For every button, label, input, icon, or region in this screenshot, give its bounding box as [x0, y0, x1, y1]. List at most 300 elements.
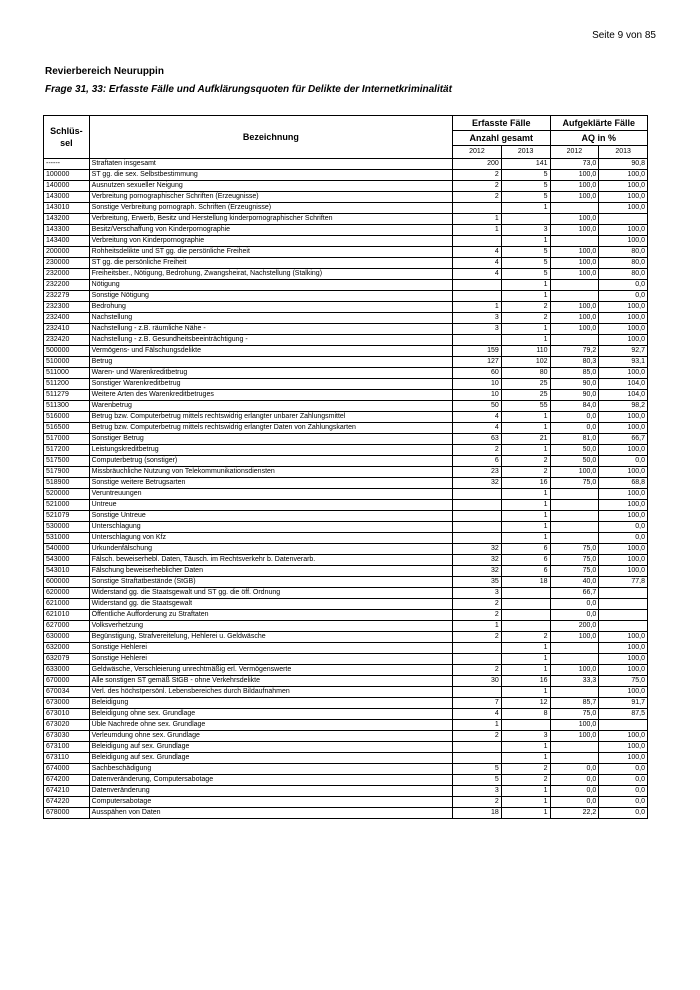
table-row	[44, 214, 648, 225]
cell-count-2012	[453, 280, 502, 291]
cell-count-2012	[453, 291, 502, 302]
cell-aq-2013: 100,0	[599, 236, 648, 247]
cell-aq-2012	[550, 511, 599, 522]
cell-bezeichnung: Sonstige Hehlerei	[89, 643, 452, 654]
cell-key: 140000	[44, 181, 90, 192]
table-row	[44, 181, 648, 192]
cell-bezeichnung: ST gg. die sex. Selbstbestimmung	[89, 170, 452, 181]
table-row	[44, 225, 648, 236]
cell-key: 674200	[44, 775, 90, 786]
table-row	[44, 654, 648, 665]
table-row	[44, 500, 648, 511]
table-row	[44, 599, 648, 610]
cell-aq-2013: 100,0	[599, 467, 648, 478]
cell-count-2013: 110	[501, 346, 550, 357]
cell-aq-2013: 80,0	[599, 247, 648, 258]
cell-count-2013: 2	[501, 456, 550, 467]
table-row	[44, 709, 648, 720]
table-row	[44, 797, 648, 808]
cell-count-2012: 200	[453, 159, 502, 170]
cell-bezeichnung: Computerbetrug (sonstiger)	[89, 456, 452, 467]
header-year-2013-count: 2013	[501, 146, 550, 159]
cell-aq-2013: 100,0	[599, 170, 648, 181]
cell-count-2012: 4	[453, 709, 502, 720]
cell-count-2013	[501, 588, 550, 599]
table-row	[44, 698, 648, 709]
cell-key: 521000	[44, 500, 90, 511]
cell-count-2013: 5	[501, 247, 550, 258]
cell-count-2013: 16	[501, 478, 550, 489]
cell-aq-2012	[550, 654, 599, 665]
cell-bezeichnung: Betrug bzw. Computerbetrug mittels rechtswidrig erlangter Daten von Zahlungskarten	[89, 423, 452, 434]
cell-aq-2013: 100,0	[599, 500, 648, 511]
cell-aq-2012: 100,0	[550, 731, 599, 742]
cell-count-2013: 3	[501, 731, 550, 742]
cell-count-2012: 35	[453, 577, 502, 588]
table-row	[44, 720, 648, 731]
cell-count-2013: 1	[501, 412, 550, 423]
cell-key: 620000	[44, 588, 90, 599]
cell-bezeichnung: Verl. des höchstpersönl. Lebensbereiches durch Bildaufnahmen	[89, 687, 452, 698]
cell-key: 232420	[44, 335, 90, 346]
table-row	[44, 643, 648, 654]
header-year-2012-count: 2012	[453, 146, 502, 159]
cell-bezeichnung: Fälschung beweiserheblicher Daten	[89, 566, 452, 577]
cell-aq-2012: 90,0	[550, 390, 599, 401]
cell-aq-2012: 84,0	[550, 401, 599, 412]
cell-key: 143000	[44, 192, 90, 203]
cell-aq-2012: 100,0	[550, 313, 599, 324]
cell-count-2013: 6	[501, 566, 550, 577]
cell-aq-2013: 0,0	[599, 280, 648, 291]
cell-aq-2012: 0,0	[550, 599, 599, 610]
cell-aq-2012	[550, 335, 599, 346]
cell-aq-2012: 100,0	[550, 192, 599, 203]
cell-key: 678000	[44, 808, 90, 819]
cell-count-2012: 5	[453, 775, 502, 786]
cell-aq-2013: 100,0	[599, 445, 648, 456]
cell-aq-2012: 0,0	[550, 775, 599, 786]
cell-aq-2013: 100,0	[599, 731, 648, 742]
cell-bezeichnung: Sachbeschädigung	[89, 764, 452, 775]
cell-bezeichnung: Sonstige Untreue	[89, 511, 452, 522]
table-row	[44, 335, 648, 346]
cell-aq-2012: 22,2	[550, 808, 599, 819]
cell-aq-2012: 100,0	[550, 467, 599, 478]
cell-bezeichnung: Volksverhetzung	[89, 621, 452, 632]
cell-count-2013: 1	[501, 511, 550, 522]
cell-key: 543010	[44, 566, 90, 577]
cell-count-2013: 2	[501, 302, 550, 313]
cell-key: 517900	[44, 467, 90, 478]
cell-aq-2013	[599, 214, 648, 225]
header-year-2013-aq: 2013	[599, 146, 648, 159]
cell-aq-2013: 100,0	[599, 632, 648, 643]
cell-bezeichnung: Bedrohung	[89, 302, 452, 313]
cell-aq-2013: 100,0	[599, 687, 648, 698]
cell-aq-2013: 77,8	[599, 577, 648, 588]
table-row	[44, 621, 648, 632]
table-row	[44, 313, 648, 324]
cell-aq-2013: 93,1	[599, 357, 648, 368]
cell-aq-2013	[599, 621, 648, 632]
cell-bezeichnung: Üble Nachrede ohne sex. Grundlage	[89, 720, 452, 731]
cell-aq-2012: 81,0	[550, 434, 599, 445]
cell-count-2012	[453, 742, 502, 753]
cell-bezeichnung: Betrug	[89, 357, 452, 368]
cell-count-2013: 6	[501, 555, 550, 566]
cell-key: 232200	[44, 280, 90, 291]
cell-key: 510000	[44, 357, 90, 368]
cell-bezeichnung: Vermögens- und Fälschungsdelikte	[89, 346, 452, 357]
cell-aq-2012: 100,0	[550, 632, 599, 643]
cell-bezeichnung: Sonstige weitere Betrugsarten	[89, 478, 452, 489]
cell-count-2012: 1	[453, 225, 502, 236]
cell-count-2012: 4	[453, 412, 502, 423]
cell-count-2013: 5	[501, 181, 550, 192]
cell-aq-2013: 66,7	[599, 434, 648, 445]
cell-aq-2013: 100,0	[599, 555, 648, 566]
cell-bezeichnung: Missbräuchliche Nutzung von Telekommunikationsdiensten	[89, 467, 452, 478]
cell-key: 540000	[44, 544, 90, 555]
cell-key: 621010	[44, 610, 90, 621]
table-row	[44, 456, 648, 467]
table-row	[44, 522, 648, 533]
cell-aq-2013: 100,0	[599, 511, 648, 522]
cell-count-2012: 2	[453, 610, 502, 621]
cell-aq-2012: 50,0	[550, 456, 599, 467]
cell-key: 232300	[44, 302, 90, 313]
cell-bezeichnung: Nachstellung - z.B. Gesundheitsbeeinträchtigung -	[89, 335, 452, 346]
cell-count-2012	[453, 522, 502, 533]
cell-aq-2012: 100,0	[550, 170, 599, 181]
cell-aq-2012: 50,0	[550, 445, 599, 456]
cell-aq-2012: 0,0	[550, 797, 599, 808]
cell-key: 517200	[44, 445, 90, 456]
cell-bezeichnung: Sonstiger Betrug	[89, 434, 452, 445]
cell-aq-2013: 100,0	[599, 654, 648, 665]
cell-bezeichnung: Untreue	[89, 500, 452, 511]
cell-count-2013	[501, 599, 550, 610]
cell-key: 530000	[44, 522, 90, 533]
cell-aq-2012: 75,0	[550, 544, 599, 555]
cell-aq-2012: 0,0	[550, 786, 599, 797]
table-row	[44, 467, 648, 478]
table-row	[44, 533, 648, 544]
header-anzahl-gesamt: Anzahl gesamt	[453, 131, 550, 146]
cell-count-2013: 25	[501, 390, 550, 401]
cell-aq-2012: 100,0	[550, 324, 599, 335]
cell-aq-2012: 73,0	[550, 159, 599, 170]
table-row	[44, 610, 648, 621]
cell-aq-2013: 0,0	[599, 775, 648, 786]
cell-count-2013: 3	[501, 225, 550, 236]
cell-count-2013: 2	[501, 775, 550, 786]
cell-key: 232400	[44, 313, 90, 324]
cell-key: 232410	[44, 324, 90, 335]
table-row	[44, 258, 648, 269]
table-row	[44, 401, 648, 412]
cell-count-2012	[453, 203, 502, 214]
cell-count-2012: 5	[453, 764, 502, 775]
cell-bezeichnung: Verbreitung von Kinderpornographie	[89, 236, 452, 247]
cell-aq-2012: 66,7	[550, 588, 599, 599]
page-number: Seite 9 von 85	[592, 30, 656, 41]
cell-aq-2012: 79,2	[550, 346, 599, 357]
table-row	[44, 302, 648, 313]
cell-aq-2012	[550, 753, 599, 764]
cell-key: 673020	[44, 720, 90, 731]
cell-aq-2012: 100,0	[550, 214, 599, 225]
cell-key: 673000	[44, 698, 90, 709]
cell-count-2012: 159	[453, 346, 502, 357]
cell-key: 517000	[44, 434, 90, 445]
cell-aq-2013: 100,0	[599, 368, 648, 379]
crime-statistics-table	[43, 115, 648, 819]
cell-count-2013: 2	[501, 632, 550, 643]
cell-count-2012: 2	[453, 599, 502, 610]
cell-count-2013: 16	[501, 676, 550, 687]
cell-count-2013: 21	[501, 434, 550, 445]
cell-count-2013: 2	[501, 313, 550, 324]
cell-aq-2013: 0,0	[599, 456, 648, 467]
cell-bezeichnung: Urkundenfälschung	[89, 544, 452, 555]
cell-key: 200000	[44, 247, 90, 258]
cell-count-2012: 2	[453, 665, 502, 676]
cell-aq-2013: 68,8	[599, 478, 648, 489]
cell-count-2013: 1	[501, 786, 550, 797]
cell-count-2013: 5	[501, 258, 550, 269]
cell-aq-2012: 0,0	[550, 412, 599, 423]
table-row	[44, 588, 648, 599]
cell-count-2013: 141	[501, 159, 550, 170]
cell-bezeichnung: Verbreitung pornographischer Schriften (Erzeugnisse)	[89, 192, 452, 203]
cell-key: 543000	[44, 555, 90, 566]
cell-aq-2013: 0,0	[599, 291, 648, 302]
cell-aq-2013: 100,0	[599, 335, 648, 346]
table-row	[44, 544, 648, 555]
cell-count-2012: 60	[453, 368, 502, 379]
cell-aq-2012: 75,0	[550, 566, 599, 577]
cell-count-2012: 3	[453, 324, 502, 335]
cell-count-2012: 32	[453, 555, 502, 566]
table-row	[44, 687, 648, 698]
cell-aq-2013: 0,0	[599, 797, 648, 808]
cell-count-2012	[453, 687, 502, 698]
cell-bezeichnung: Betrug bzw. Computerbetrug mittels rechtswidrig erlangter unbarer Zahlungsmittel	[89, 412, 452, 423]
cell-aq-2012	[550, 643, 599, 654]
cell-aq-2013: 91,7	[599, 698, 648, 709]
cell-aq-2012: 80,3	[550, 357, 599, 368]
table-row	[44, 742, 648, 753]
cell-aq-2012: 75,0	[550, 555, 599, 566]
table-row	[44, 269, 648, 280]
cell-bezeichnung: Computersabotage	[89, 797, 452, 808]
cell-key: 143200	[44, 214, 90, 225]
cell-count-2013: 1	[501, 203, 550, 214]
cell-bezeichnung: Nachstellung	[89, 313, 452, 324]
cell-count-2012: 32	[453, 544, 502, 555]
cell-count-2013: 1	[501, 654, 550, 665]
header-bezeichnung: Bezeichnung	[89, 116, 452, 159]
cell-bezeichnung: Ausspähen von Daten	[89, 808, 452, 819]
cell-bezeichnung: Besitz/Verschaffung von Kinderpornographie	[89, 225, 452, 236]
cell-count-2012: 4	[453, 258, 502, 269]
cell-count-2013: 1	[501, 291, 550, 302]
cell-count-2013: 8	[501, 709, 550, 720]
cell-key: 520000	[44, 489, 90, 500]
cell-count-2012: 2	[453, 170, 502, 181]
table-row	[44, 423, 648, 434]
cell-aq-2012: 100,0	[550, 258, 599, 269]
cell-aq-2012: 85,7	[550, 698, 599, 709]
cell-count-2013: 1	[501, 335, 550, 346]
cell-bezeichnung: Öffentliche Aufforderung zu Straftaten	[89, 610, 452, 621]
cell-bezeichnung: Unterschlagung	[89, 522, 452, 533]
cell-key: 674220	[44, 797, 90, 808]
cell-bezeichnung: Sonstige Hehlerei	[89, 654, 452, 665]
table-row	[44, 368, 648, 379]
cell-aq-2012: 100,0	[550, 247, 599, 258]
cell-bezeichnung: Beleidigung	[89, 698, 452, 709]
cell-bezeichnung: Sonstige Verbreitung pornograph. Schriften (Erzeugnisse)	[89, 203, 452, 214]
cell-bezeichnung: Alle sonstigen ST gemäß StGB - ohne Verkehrsdelikte	[89, 676, 452, 687]
cell-aq-2012	[550, 533, 599, 544]
cell-count-2012	[453, 335, 502, 346]
table-row	[44, 808, 648, 819]
table-row	[44, 566, 648, 577]
cell-count-2012	[453, 236, 502, 247]
cell-count-2012	[453, 643, 502, 654]
cell-aq-2012: 100,0	[550, 720, 599, 731]
cell-count-2012	[453, 753, 502, 764]
cell-key: 100000	[44, 170, 90, 181]
table-row	[44, 170, 648, 181]
cell-count-2013: 1	[501, 423, 550, 434]
table-row	[44, 357, 648, 368]
cell-count-2012: 4	[453, 247, 502, 258]
cell-aq-2012	[550, 742, 599, 753]
cell-count-2012: 10	[453, 379, 502, 390]
cell-aq-2013: 87,5	[599, 709, 648, 720]
cell-key: 143300	[44, 225, 90, 236]
cell-count-2012: 1	[453, 214, 502, 225]
cell-count-2013	[501, 720, 550, 731]
cell-count-2012: 30	[453, 676, 502, 687]
cell-aq-2013: 0,0	[599, 533, 648, 544]
cell-count-2013: 102	[501, 357, 550, 368]
cell-count-2012: 2	[453, 192, 502, 203]
table-row	[44, 676, 648, 687]
cell-aq-2013	[599, 720, 648, 731]
cell-count-2012: 63	[453, 434, 502, 445]
cell-key: 516000	[44, 412, 90, 423]
cell-bezeichnung: Freiheitsber., Nötigung, Bedrohung, Zwangsheirat, Nachstellung (Stalking)	[89, 269, 452, 280]
cell-bezeichnung: Verbreitung, Erwerb, Besitz und Herstellung kinderpornographischer Schriften	[89, 214, 452, 225]
cell-aq-2013: 100,0	[599, 753, 648, 764]
cell-count-2012: 1	[453, 720, 502, 731]
cell-bezeichnung: Sonstiger Warenkreditbetrug	[89, 379, 452, 390]
cell-aq-2013: 0,0	[599, 764, 648, 775]
cell-aq-2013: 80,0	[599, 258, 648, 269]
cell-count-2012: 32	[453, 478, 502, 489]
cell-bezeichnung: Beleidigung ohne sex. Grundlage	[89, 709, 452, 720]
cell-bezeichnung: ST gg. die persönliche Freiheit	[89, 258, 452, 269]
cell-count-2013: 18	[501, 577, 550, 588]
table-row	[44, 577, 648, 588]
cell-aq-2012: 100,0	[550, 225, 599, 236]
table-row	[44, 159, 648, 170]
table-row	[44, 434, 648, 445]
cell-aq-2012: 100,0	[550, 665, 599, 676]
cell-aq-2013: 92,7	[599, 346, 648, 357]
cell-aq-2013: 100,0	[599, 181, 648, 192]
table-row	[44, 764, 648, 775]
table-row	[44, 236, 648, 247]
table-row	[44, 280, 648, 291]
cell-count-2013: 1	[501, 324, 550, 335]
cell-key: 143010	[44, 203, 90, 214]
cell-count-2012: 1	[453, 302, 502, 313]
header-aufgeklaerte-faelle: Aufgeklärte Fälle	[550, 116, 647, 131]
cell-key: 632000	[44, 643, 90, 654]
cell-count-2012	[453, 533, 502, 544]
cell-key: 673030	[44, 731, 90, 742]
cell-key: 230000	[44, 258, 90, 269]
cell-aq-2013: 100,0	[599, 742, 648, 753]
cell-aq-2013: 100,0	[599, 643, 648, 654]
cell-count-2012: 18	[453, 808, 502, 819]
cell-key: 630000	[44, 632, 90, 643]
cell-aq-2012: 75,0	[550, 709, 599, 720]
cell-aq-2012	[550, 236, 599, 247]
cell-bezeichnung: Nachstellung - z.B. räumliche Nähe -	[89, 324, 452, 335]
table-row	[44, 555, 648, 566]
cell-bezeichnung: Datenveränderung, Computersabotage	[89, 775, 452, 786]
cell-bezeichnung: Ausnutzen sexueller Neigung	[89, 181, 452, 192]
cell-key: 511000	[44, 368, 90, 379]
cell-key: 673110	[44, 753, 90, 764]
table-row	[44, 632, 648, 643]
cell-key: 511279	[44, 390, 90, 401]
cell-aq-2013: 100,0	[599, 313, 648, 324]
cell-count-2012: 4	[453, 269, 502, 280]
table-row	[44, 478, 648, 489]
table-row	[44, 665, 648, 676]
cell-aq-2012: 40,0	[550, 577, 599, 588]
cell-aq-2012: 90,0	[550, 379, 599, 390]
cell-key: 516500	[44, 423, 90, 434]
cell-aq-2013: 0,0	[599, 786, 648, 797]
table-row	[44, 731, 648, 742]
cell-aq-2013: 90,8	[599, 159, 648, 170]
cell-aq-2012: 85,0	[550, 368, 599, 379]
cell-aq-2013: 100,0	[599, 544, 648, 555]
cell-key: 511200	[44, 379, 90, 390]
cell-aq-2012	[550, 280, 599, 291]
cell-aq-2013: 100,0	[599, 423, 648, 434]
cell-bezeichnung: Sonstige Nötigung	[89, 291, 452, 302]
cell-aq-2012: 0,0	[550, 423, 599, 434]
cell-aq-2012: 100,0	[550, 181, 599, 192]
cell-bezeichnung: Verleumdung ohne sex. Grundlage	[89, 731, 452, 742]
cell-aq-2013: 100,0	[599, 566, 648, 577]
cell-bezeichnung: Begünstigung, Strafvereitelung, Hehlerei u. Geldwäsche	[89, 632, 452, 643]
cell-bezeichnung: Weitere Arten des Warenkreditbetruges	[89, 390, 452, 401]
cell-count-2013: 2	[501, 764, 550, 775]
cell-count-2013: 1	[501, 808, 550, 819]
cell-aq-2013: 100,0	[599, 489, 648, 500]
